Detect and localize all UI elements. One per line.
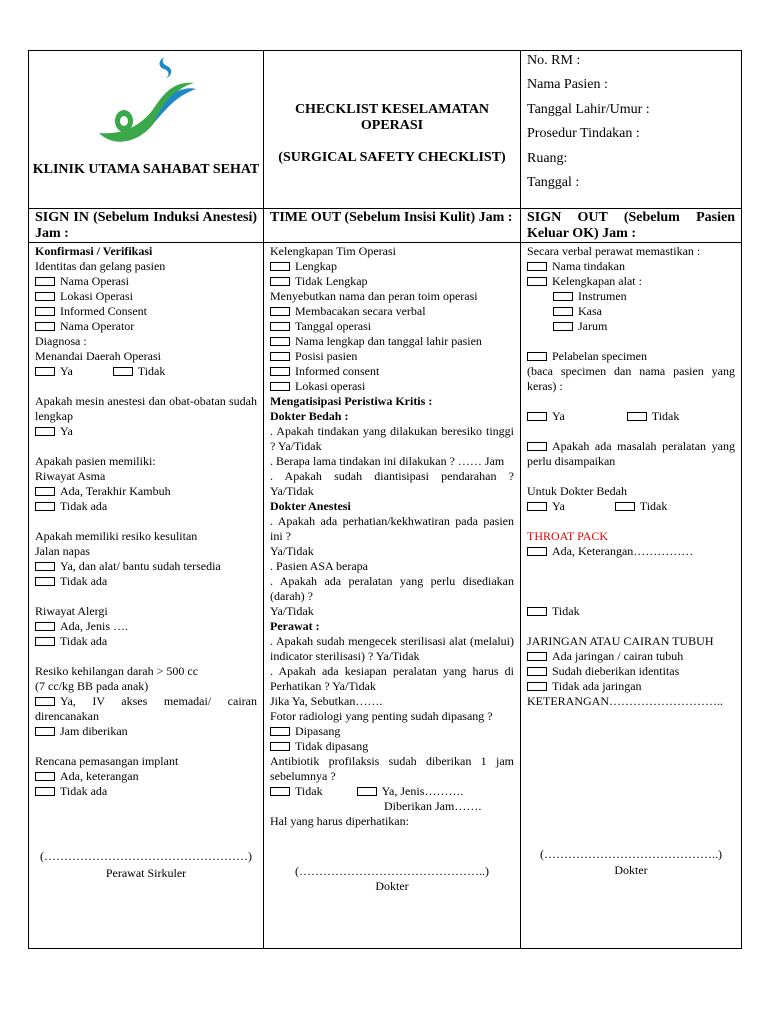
label-diagnosa: Diagnosa : xyxy=(35,334,87,348)
clinic-header-cell xyxy=(29,51,264,209)
label-informed-consent: Informed Consent xyxy=(60,304,147,318)
patient-info-cell xyxy=(521,51,742,209)
checkbox-tidak-dipasang[interactable] xyxy=(270,742,290,751)
text-diberikan-jam: Diberikan Jam……. xyxy=(384,799,482,813)
checkbox-implant-tidak[interactable] xyxy=(35,787,55,796)
label-masalah-peralatan: Apakah ada masalah peralatan yang perlu disampaikan xyxy=(527,439,735,468)
checkbox-napas-tidak[interactable] xyxy=(35,577,55,586)
text-hal-diperhatikan: Hal yang harus diperhatikan: xyxy=(270,814,409,828)
checkbox-asma-tidak[interactable] xyxy=(35,502,55,511)
heading-dokter-anestesi: Dokter Anestesi xyxy=(270,499,351,513)
label-nama-operator: Nama Operator xyxy=(60,319,135,333)
sign-in-title: SIGN IN (Sebelum Induksi Anestesi) Jam : xyxy=(29,209,264,243)
label-antibiotik-tidak: Tidak xyxy=(295,784,323,798)
label-verbal-perawat: Secara verbal perawat memastikan : xyxy=(527,244,701,258)
sign-in-column xyxy=(29,243,264,949)
label-baca-specimen: (baca specimen dan nama pasien yang keras) : xyxy=(527,364,735,393)
label-napas-tidak: Tidak ada xyxy=(60,574,108,588)
checkbox-alergi-tidak[interactable] xyxy=(35,637,55,646)
label-alergi-tidak: Tidak ada xyxy=(60,634,108,648)
label-tidak-lengkap: Tidak Lengkap xyxy=(295,274,368,288)
label-antibiotik-ya: Ya, Jenis………. xyxy=(381,784,464,798)
text-foto-radiologi: Fotor radiologi yang penting sudah dipasang ? xyxy=(270,709,493,723)
title-cell xyxy=(264,51,521,209)
text-berapa-lama: . Berapa lama tindakan ini dilakukan ? …… Jam xyxy=(270,454,505,468)
checkbox-implant-ada[interactable] xyxy=(35,772,55,781)
label-kelengkapan-alat: Kelengkapan alat : xyxy=(552,274,642,288)
checkbox-tanggal-operasi[interactable] xyxy=(270,322,290,331)
label-tanggal-operasi: Tanggal operasi xyxy=(295,319,372,333)
text-antisipasi-pendarahan: . Apakah sudah diantisipasi pendarahan ? Ya/Tidak xyxy=(270,469,514,498)
checkbox-posisi-pasien[interactable] xyxy=(270,352,290,361)
label-implant-tidak: Tidak ada xyxy=(60,784,108,798)
checkbox-menandai-tidak[interactable] xyxy=(113,367,133,376)
checkbox-tidak-ada-jaringan[interactable] xyxy=(527,682,547,691)
text-jika-ya: Jika Ya, Sebutkan……. xyxy=(270,694,383,708)
text-perhatian-pasien: . Apakah ada perhatian/kekhwatiran pada pasien ini ? xyxy=(270,514,514,543)
rm-number-field[interactable]: No. RM : xyxy=(527,53,581,68)
heading-dokter-bedah: Dokter Bedah : xyxy=(270,409,349,423)
label-riwayat-asma: Riwayat Asma xyxy=(35,469,106,483)
checkbox-antibiotik-ya[interactable] xyxy=(357,787,377,796)
checkbox-informed-consent-to[interactable] xyxy=(270,367,290,376)
checkbox-menandai-ya[interactable] xyxy=(35,367,55,376)
checkbox-membacakan[interactable] xyxy=(270,307,290,316)
checkbox-tidak-lengkap[interactable] xyxy=(270,277,290,286)
label-implant-ada: Ada, keterangan xyxy=(60,769,139,783)
birthdate-age-field[interactable]: Tanggal Lahir/Umur : xyxy=(527,101,650,117)
room-field[interactable]: Ruang: xyxy=(527,150,568,166)
checkbox-dipasang[interactable] xyxy=(270,727,290,736)
label-identitas: Sudah dieberikan identitas xyxy=(552,664,680,678)
checklist-table xyxy=(28,50,742,949)
checkbox-instrumen[interactable] xyxy=(553,292,573,301)
signature-line-dokter-so[interactable]: (……………………………………..) xyxy=(540,847,722,861)
label-lokasi-operasi: Lokasi Operasi xyxy=(60,289,133,303)
checkbox-dokter-ya[interactable] xyxy=(527,502,547,511)
label-instrumen: Instrumen xyxy=(578,289,627,303)
checkbox-alergi-ada[interactable] xyxy=(35,622,55,631)
text-ya-tidak-1: Ya/Tidak xyxy=(270,544,314,558)
checkbox-throat-tidak[interactable] xyxy=(527,607,547,616)
heading-throat-pack: THROAT PACK xyxy=(527,529,609,543)
label-specimen-ya: Ya xyxy=(552,409,565,423)
label-asma-ada: Ada, Terakhir Kambuh xyxy=(60,484,171,498)
time-out-title: TIME OUT (Sebelum Insisi Kulit) Jam : xyxy=(264,209,521,243)
heading-jaringan: JARINGAN ATAU CAIRAN TUBUH xyxy=(527,634,714,648)
text-sterilisasi: . Apakah sudah mengecek sterilisasi alat (melalui) indicator sterilisasi) ? Ya/Tidak xyxy=(270,634,514,663)
time-out-column xyxy=(264,243,521,949)
label-nama-tindakan: Nama tindakan xyxy=(552,259,625,273)
label-kasa: Kasa xyxy=(578,304,602,318)
checkbox-antibiotik-tidak[interactable] xyxy=(270,787,290,796)
label-resiko-kesulitan: Apakah memiliki resiko kesulitan xyxy=(35,529,198,543)
label-implant: Rencana pemasangan implant xyxy=(35,754,179,768)
checklist-sheet xyxy=(28,50,741,948)
label-jam-diberikan: Jam diberikan xyxy=(60,724,128,738)
label-mesin-ya: Ya xyxy=(60,424,73,438)
label-napas-ya: Ya, dan alat/ bantu sudah tersedia xyxy=(60,559,221,573)
checkbox-specimen-tidak[interactable] xyxy=(627,412,647,421)
checkbox-darah-ya[interactable] xyxy=(35,697,55,706)
label-menandai-daerah: Menandai Daerah Operasi xyxy=(35,349,161,363)
label-membacakan: Membacakan secara verbal xyxy=(295,304,426,318)
checkbox-masalah-peralatan[interactable] xyxy=(527,442,547,451)
heading-peristiwa-kritis: Mengatisipasi Peristiwa Kritis : xyxy=(270,394,433,408)
label-lokasi-operasi-to: Lokasi operasi xyxy=(295,379,366,393)
checkbox-nama-tindakan[interactable] xyxy=(527,262,547,271)
label-resiko-darah: Resiko kehilangan darah > 500 cc xyxy=(35,664,199,678)
heading-konfirmasi: Konfirmasi / Verifikasi xyxy=(35,244,153,258)
label-keterangan: KETERANGAN……………………….. xyxy=(527,694,723,708)
clinic-logo-icon xyxy=(94,53,204,153)
checkbox-asma-ada[interactable] xyxy=(35,487,55,496)
label-throat-ada: Ada, Keterangan…………… xyxy=(552,544,694,558)
date-field[interactable]: Tanggal : xyxy=(527,174,580,190)
label-dipasang: Dipasang xyxy=(295,724,341,738)
label-dokter-ya: Ya xyxy=(552,499,565,513)
label-tidak-dipasang: Tidak dipasang xyxy=(295,739,369,753)
procedure-field[interactable]: Prosedur Tindakan : xyxy=(527,126,640,142)
text-ya-tidak-2: Ya/Tidak xyxy=(270,604,314,618)
signature-line-dokter-to[interactable]: (………………………………………..) xyxy=(295,864,489,878)
label-throat-tidak: Tidak xyxy=(552,604,580,618)
checkbox-lengkap[interactable] xyxy=(270,262,290,271)
heading-perawat: Perawat : xyxy=(270,619,320,633)
label-darah-ya: Ya, IV akses memadai/ cairan direncanakan xyxy=(35,694,257,723)
label-pasien-memiliki: Apakah pasien memiliki: xyxy=(35,454,156,468)
label-riwayat-alergi: Riwayat Alergi xyxy=(35,604,108,618)
sign-out-title: SIGN OUT (Sebelum Pasien Keluar OK) Jam : xyxy=(521,209,742,243)
label-tidak: Tidak xyxy=(137,364,166,378)
form-subtitle: (SURGICAL SAFETY CHECKLIST) xyxy=(278,150,506,165)
label-identitas: Identitas dan gelang pasien xyxy=(35,259,166,273)
label-untuk-dokter-bedah: Untuk Dokter Bedah xyxy=(527,484,627,498)
checkbox-identitas[interactable] xyxy=(527,667,547,676)
label-asma-tidak: Tidak ada xyxy=(60,499,108,513)
label-specimen-tidak: Tidak xyxy=(651,409,680,423)
text-pasien-asa: . Pasien ASA berapa xyxy=(270,559,368,573)
checkbox-informed-consent[interactable] xyxy=(35,307,55,316)
checkbox-dokter-tidak[interactable] xyxy=(615,502,635,511)
signature-name-dokter-so: Dokter xyxy=(614,863,648,877)
form-title: CHECKLIST KESELAMATAN OPERASI xyxy=(294,102,490,133)
signature-line-perawat[interactable]: (……………………………………………) xyxy=(40,849,252,863)
signature-name-perawat: Perawat Sirkuler xyxy=(105,866,187,880)
label-informed-consent-to: Informed consent xyxy=(295,364,380,378)
sign-out-column xyxy=(521,243,742,949)
checkbox-ada-jaringan[interactable] xyxy=(527,652,547,661)
checkbox-jarum[interactable] xyxy=(553,322,573,331)
checkbox-specimen-ya[interactable] xyxy=(527,412,547,421)
checkbox-lokasi-operasi[interactable] xyxy=(35,292,55,301)
label-nama-lengkap: Nama lengkap dan tanggal lahir pasien xyxy=(295,334,482,348)
checkbox-nama-operasi[interactable] xyxy=(35,277,55,286)
label-anak: (7 cc/kg BB pada anak) xyxy=(35,679,149,693)
label-posisi-pasien: Posisi pasien xyxy=(295,349,358,363)
checkbox-napas-ya[interactable] xyxy=(35,562,55,571)
label-alergi-ada: Ada, Jenis …. xyxy=(60,619,128,633)
signature-name-dokter-to: Dokter xyxy=(375,879,409,893)
label-lengkap: Lengkap xyxy=(295,259,337,273)
checkbox-throat-ada[interactable] xyxy=(527,547,547,556)
checkbox-nama-operator[interactable] xyxy=(35,322,55,331)
label-tidak-ada-jaringan: Tidak ada jaringan xyxy=(552,679,642,693)
patient-name-field[interactable]: Nama Pasien : xyxy=(527,77,608,93)
label-mesin-anestesi: Apakah mesin anestesi dan obat-obatan sudah lengkap xyxy=(35,394,257,423)
clinic-name: KLINIK UTAMA SAHABAT SEHAT xyxy=(32,162,260,177)
checkbox-kasa[interactable] xyxy=(553,307,573,316)
label-pelabelan: Pelabelan specimen xyxy=(552,349,647,363)
text-antibiotik: Antibiotik profilaksis sudah diberikan 1 jam sebelumnya ? xyxy=(270,754,514,783)
label-jarum: Jarum xyxy=(578,319,608,333)
text-kesiapan-peralatan: . Apakah ada kesiapan peralatan yang harus di Perhatikan ? Ya/Tidak xyxy=(270,664,514,693)
label-kelengkapan-tim: Kelengkapan Tim Operasi xyxy=(270,244,396,258)
checkbox-pelabelan[interactable] xyxy=(527,352,547,361)
label-jalan-napas: Jalan napas xyxy=(35,544,90,558)
label-ada-jaringan: Ada jaringan / cairan tubuh xyxy=(552,649,684,663)
checkbox-nama-lengkap[interactable] xyxy=(270,337,290,346)
checkbox-lokasi-operasi-to[interactable] xyxy=(270,382,290,391)
label-dokter-tidak: Tidak xyxy=(639,499,668,513)
text-peralatan-darah: . Apakah ada peralatan yang perlu disediakan (darah) ? xyxy=(270,574,514,603)
label-ya: Ya xyxy=(60,364,73,378)
label-menyebutkan-nama: Menyebutkan nama dan peran toim operasi xyxy=(270,289,478,303)
text-beresiko-tinggi: . Apakah tindakan yang dilakukan beresiko tinggi ? Ya/Tidak xyxy=(270,424,514,453)
checkbox-kelengkapan-alat[interactable] xyxy=(527,277,547,286)
label-nama-operasi: Nama Operasi xyxy=(60,274,129,288)
checkbox-jam-diberikan[interactable] xyxy=(35,727,55,736)
checkbox-mesin-ya[interactable] xyxy=(35,427,55,436)
